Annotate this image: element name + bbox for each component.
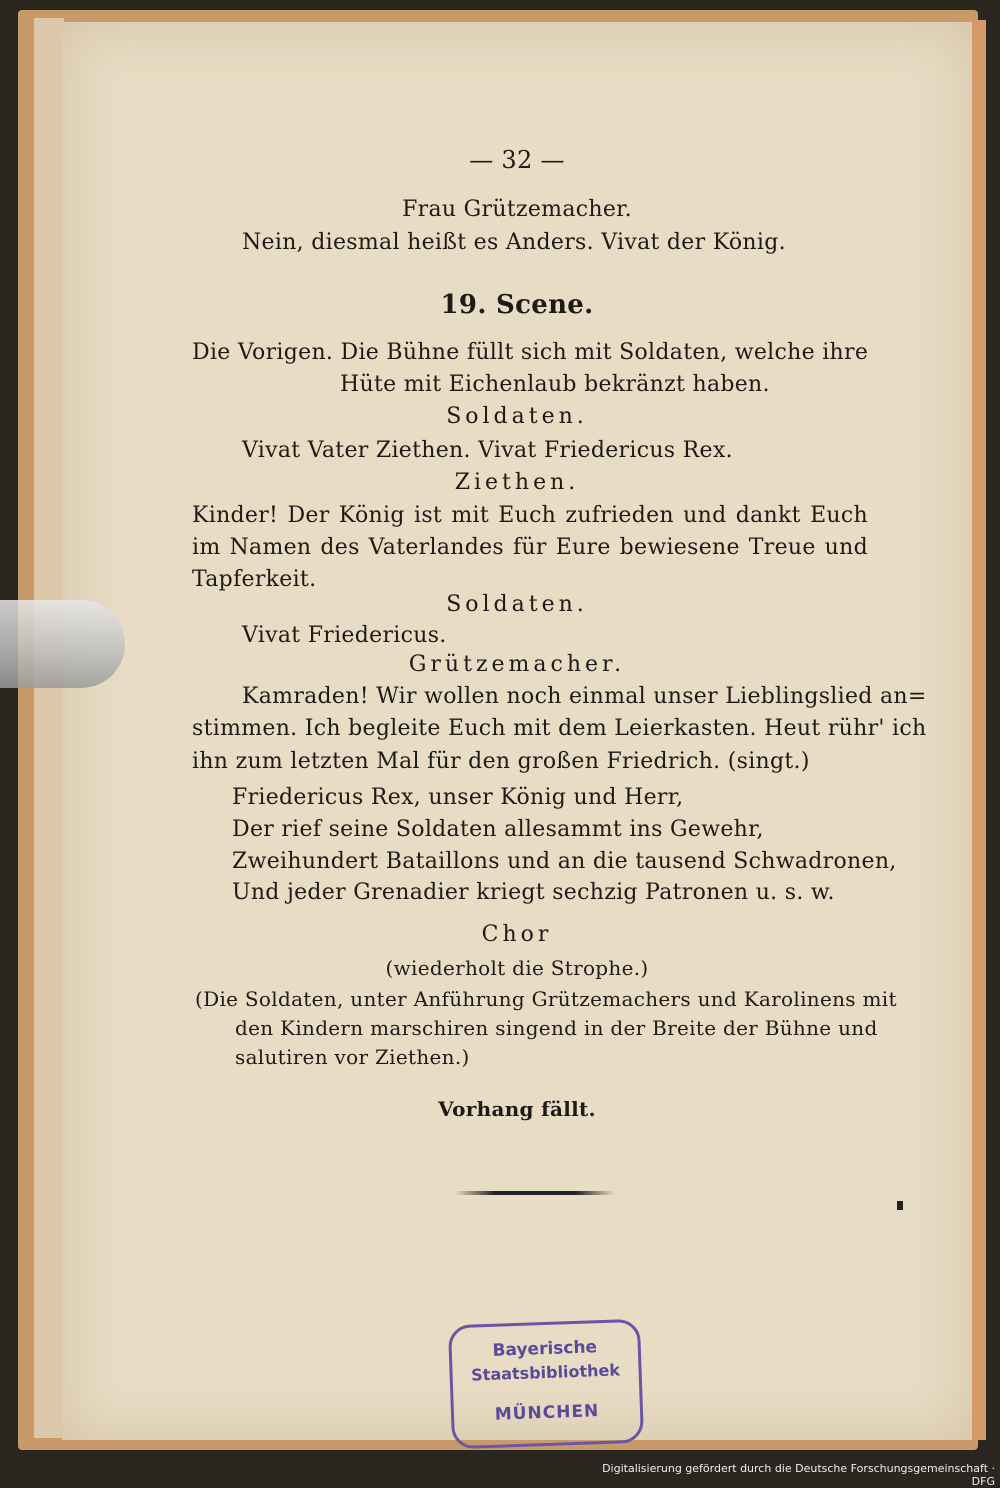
stage-direction-line: (wiederholt die Strophe.)	[385, 956, 649, 980]
speaker-ziethen: Ziethen.	[454, 470, 580, 495]
speaker-chor: Chor	[481, 922, 553, 947]
scene-heading: 19. Scene.	[440, 290, 594, 320]
dialogue-line: Tapferkeit.	[192, 567, 317, 592]
stage-direction-line: salutiren vor Ziethen.)	[235, 1045, 470, 1069]
end-ornament-divider	[455, 1191, 615, 1195]
song-verse: Und jeder Grenadier kriegt sechzig Patronen u. s. w.	[232, 880, 835, 905]
dialogue-line: im Namen des Vaterlandes für Eure bewiesene Treue und	[192, 535, 868, 560]
stage-direction-line: Die Vorigen. Die Bühne füllt sich mit Soldaten, welche ihre	[192, 340, 869, 365]
dialogue-line: ihn zum letzten Mal für den großen Friedrich. (singt.)	[192, 749, 810, 774]
stamp-line: MÜNCHEN	[494, 1401, 600, 1425]
stamp-line: Bayerische	[492, 1337, 598, 1361]
curtain-falls: Vorhang fällt.	[438, 1097, 596, 1121]
dialogue-line: stimmen. Ich begleite Euch mit dem Leierkasten. Heut rühr' ich	[192, 716, 927, 741]
footer-credit: Digitalisierung gefördert durch die Deutsche Forschungsgemeinschaft · DFG	[602, 1462, 995, 1488]
song-verse: Der rief seine Soldaten allesammt ins Gewehr,	[232, 817, 764, 842]
page-number: — 32 —	[469, 146, 565, 174]
ink-mark	[897, 1201, 903, 1210]
stage-direction-line: Hüte mit Eichenlaub bekränzt haben.	[340, 372, 770, 397]
speaker-soldaten: Soldaten.	[446, 592, 588, 617]
speaker-soldaten: Soldaten.	[446, 404, 588, 429]
stage-direction-line: den Kindern marschiren singend in der Breite der Bühne und	[235, 1016, 878, 1040]
dialogue-line: Nein, diesmal heißt es Anders. Vivat der König.	[242, 230, 786, 255]
dialogue-line: Vivat Vater Ziethen. Vivat Friedericus Rex.	[242, 438, 733, 463]
stage-direction-line: (Die Soldaten, unter Anführung Grützemachers und Karolinens mit	[195, 987, 897, 1011]
song-verse: Friedericus Rex, unser König und Herr,	[232, 785, 684, 810]
speaker-frau-gruetzemacher: Frau Grützemacher.	[402, 197, 632, 222]
stamp-line: Staatsbibliothek	[470, 1360, 621, 1385]
library-stamp	[448, 1319, 644, 1450]
dialogue-line: Kamraden! Wir wollen noch einmal unser Lieblingslied an=	[242, 684, 927, 709]
song-verse: Zweihundert Bataillons und an die tausend Schwadronen,	[232, 849, 897, 874]
dialogue-line: Kinder! Der König ist mit Euch zufrieden und dankt Euch	[192, 503, 868, 528]
speaker-gruetzemacher: Grützemacher.	[408, 652, 626, 677]
dialogue-line: Vivat Friedericus.	[242, 623, 447, 648]
page-edges	[34, 18, 64, 1438]
